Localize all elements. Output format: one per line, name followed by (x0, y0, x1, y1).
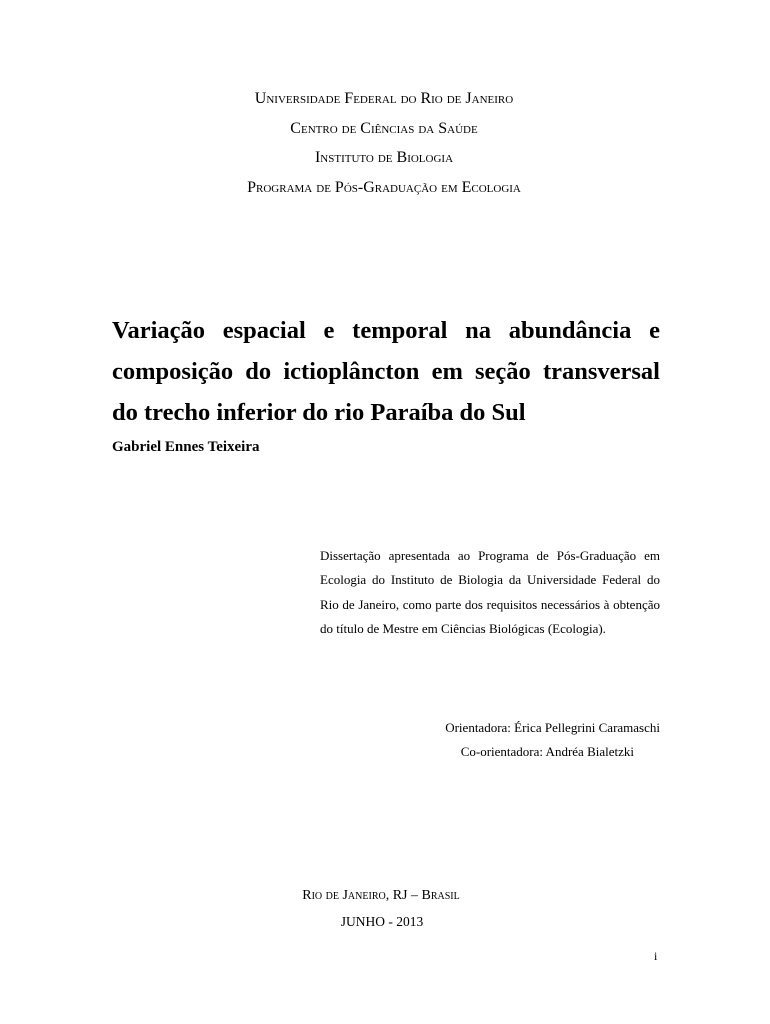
title-block (112, 310, 660, 456)
dissertation-title: Variação espacial e temporal na abundância e composição do ictioplâncton em seção transversal do trecho inferior do rio Paraíba do Sul (112, 317, 660, 426)
author-name: Gabriel Ennes Teixeira (112, 439, 260, 455)
date-text: JUNHO - 2013 (340, 914, 424, 929)
program-name: Programa de Pós-Graduação em Ecologia (247, 178, 521, 196)
institute-name: Instituto de Biologia (314, 149, 454, 166)
page-number: i (654, 949, 658, 963)
advisors-block (320, 716, 660, 763)
location-text: Rio de Janeiro, RJ – Brasil (302, 888, 460, 903)
advisor-name: Orientadora: Érica Pellegrini Caramaschi (445, 720, 660, 735)
university-name: Universidade Federal do Rio de Janeiro (254, 90, 514, 107)
footer-block (0, 883, 770, 935)
institution-header (0, 84, 770, 202)
center-name: Centro de Ciências da Saúde (290, 119, 478, 137)
co-advisor-name: Co-orientadora: Andréa Bialetzki (460, 743, 634, 759)
dissertation-statement: Dissertação apresentada ao Programa de Pós-Graduação em Ecologia do Instituto de Biologia da Universidade Federal do Rio de Janeiro, como parte dos requisitos necessários à obtenção do título de Mestre em Ciências Biológicas (Ecologia). (320, 548, 660, 636)
